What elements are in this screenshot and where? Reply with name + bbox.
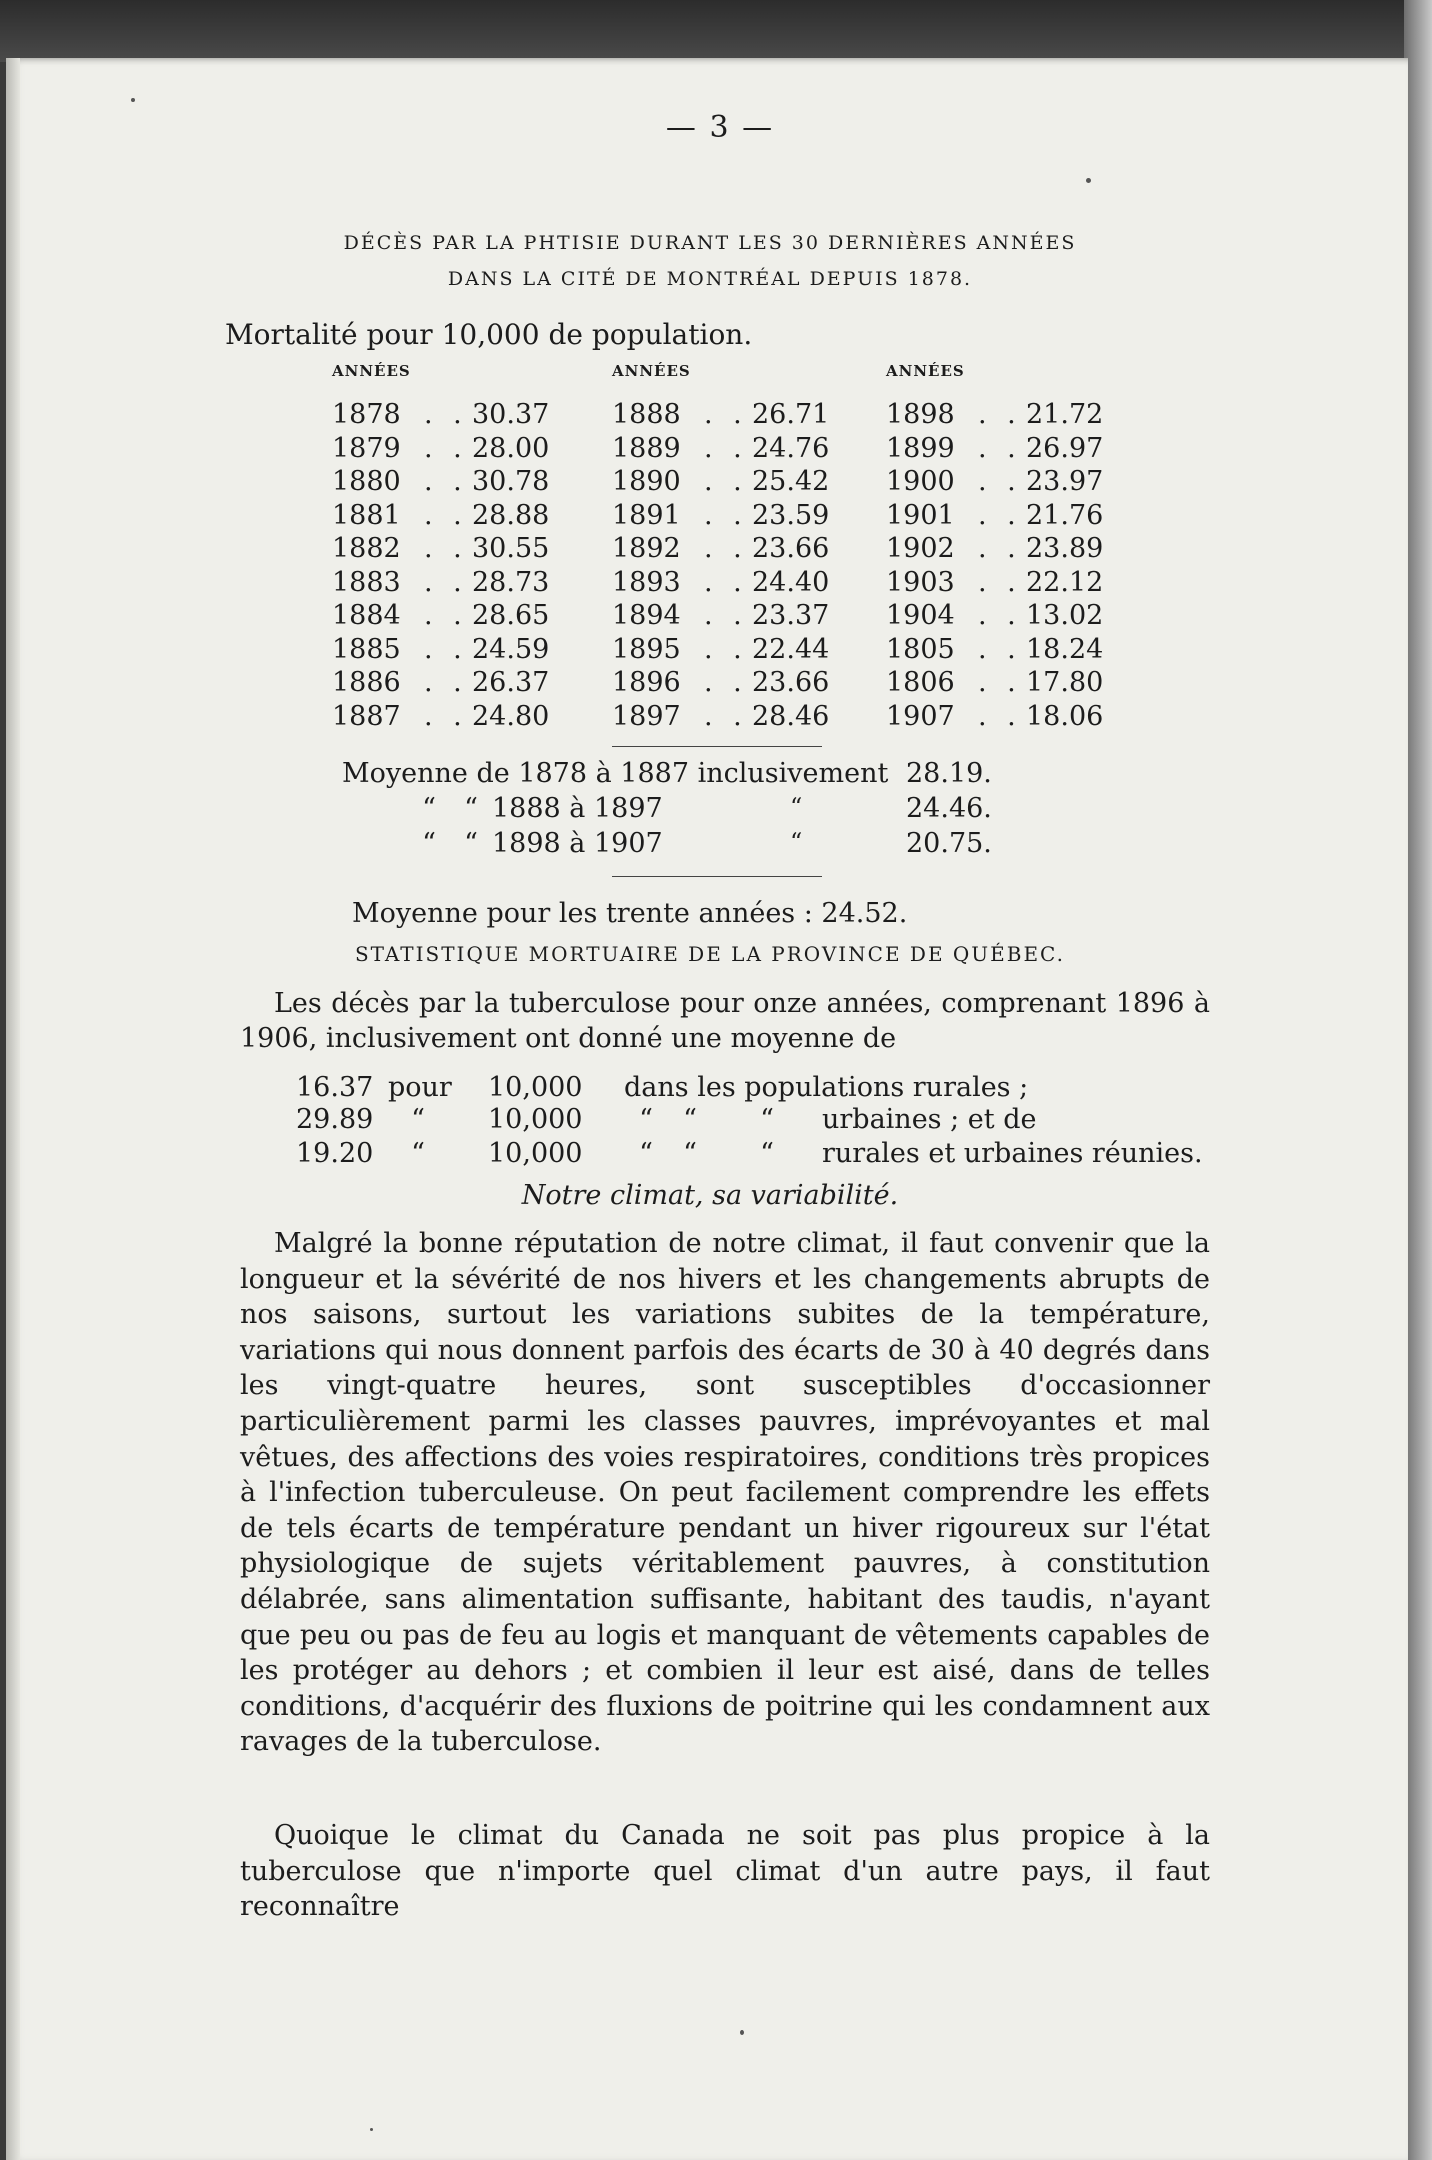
table-row: 1904 . . 13.02 xyxy=(886,600,1104,631)
table-row: 1894 . . 23.37 xyxy=(612,600,830,631)
year-column-3 xyxy=(886,362,1186,733)
table-row: 1901 . . 21.76 xyxy=(886,499,1104,531)
table-row: 1896 . . 23.66 xyxy=(612,667,830,698)
thirty-year-average: Moyenne pour les trente années : 24.52. xyxy=(352,898,908,929)
scanner-background-top xyxy=(0,0,1432,62)
average-line-1: Moyenne de 1878 à 1887 inclusivement xyxy=(342,758,889,789)
ditto-mark: “ xyxy=(790,828,803,856)
table-row: 1883 . . 28.73 xyxy=(332,566,550,598)
quebec-stat-row: 16.37 pour 10,000 dans les populations rurales ; xyxy=(296,1072,1029,1103)
table-row: 1907 . . 18.06 xyxy=(886,700,1104,732)
table-row: 1806 . . 17.80 xyxy=(886,667,1104,698)
table-row: 1888 . . 26.71 xyxy=(612,399,830,430)
paper-speck xyxy=(370,2128,373,2131)
table-row: 1886 . . 26.37 xyxy=(332,667,550,698)
table-title-line-2: DANS LA CITÉ DE MONTRÉAL DEPUIS 1878. xyxy=(447,268,973,290)
paper-speck xyxy=(1086,178,1091,183)
paper-speck xyxy=(740,2030,744,2035)
section-title: STATISTIQUE MORTUAIRE DE LA PROVINCE DE QUÉBEC. xyxy=(354,942,1066,966)
table-row: 1881 . . 28.88 xyxy=(332,499,550,531)
average-value-3: 20.75. xyxy=(906,828,992,859)
table-row: 1878 . . 30.37 xyxy=(332,399,550,430)
year-column-2 xyxy=(612,362,912,733)
table-subtitle: Mortalité pour 10,000 de population. xyxy=(225,318,753,351)
year-column-1 xyxy=(332,362,632,733)
canada-paragraph: Quoique le climat du Canada ne soit pas plus propice à la tuberculose que n'importe quel climat d'un autre pays, il faut reconnaître xyxy=(240,1820,1210,1923)
column-header: ANNÉES xyxy=(886,362,965,380)
table-row: 1890 . . 25.42 xyxy=(612,466,830,497)
table-row: 1902 . . 23.89 xyxy=(886,533,1104,564)
table-row: 1893 . . 24.40 xyxy=(612,566,830,598)
table-row: 1892 . . 23.66 xyxy=(612,533,830,564)
quebec-intro-paragraph: Les décès par la tuberculose pour onze années, comprenant 1896 à 1906, inclusivement ont donné une moyenne de xyxy=(240,988,1210,1054)
average-value-2: 24.46. xyxy=(906,793,992,824)
column-header: ANNÉES xyxy=(332,362,411,380)
table-row: 1895 . . 22.44 xyxy=(612,633,830,665)
table-row: 1897 . . 28.46 xyxy=(612,700,830,732)
table-row: 1880 . . 30.78 xyxy=(332,466,550,497)
average-line-2: “ “ 1888 à 1897 xyxy=(422,793,663,824)
table-row: 1900 . . 23.97 xyxy=(886,466,1104,497)
table-row: 1884 . . 28.65 xyxy=(332,600,550,631)
table-row: 1882 . . 30.55 xyxy=(332,533,550,564)
table-row: 1889 . . 24.76 xyxy=(612,432,830,464)
paper-speck xyxy=(131,98,135,102)
binding-edge xyxy=(6,58,20,2160)
table-row: 1885 . . 24.59 xyxy=(332,633,550,665)
climate-heading: Notre climat, sa variabilité. xyxy=(521,1180,899,1211)
divider-rule xyxy=(612,746,822,747)
table-row: 1887 . . 24.80 xyxy=(332,700,550,732)
ditto-mark: “ xyxy=(790,793,803,821)
scanner-background-right xyxy=(1404,0,1432,2160)
table-row: 1805 . . 18.24 xyxy=(886,633,1104,665)
table-row: 1879 . . 28.00 xyxy=(332,432,550,464)
average-line-3: “ “ 1898 à 1907 xyxy=(422,828,663,859)
table-row: 1899 . . 26.97 xyxy=(886,432,1104,464)
average-value-1: 28.19. xyxy=(906,758,992,789)
climate-paragraph: Malgré la bonne réputation de notre climat, il faut convenir que la longueur et la sévérité de nos hivers et les changements abrupts de nos saisons, surtout les variations subites de la température, variations qui nous donnent parfois des écarts de 30 à 40 degrés dans les vingt-quatre heures, sont susceptibles d'occasionner particulièrement parmi les classes pauvres, imprévoyantes et mal vêtues, des affections des voies respiratoires, conditions très propices à l'infection tuberculeuse. On peut facilement comprendre les effets de tels écarts de température pendant un hiver rigoureux sur l'état physiologique de sujets véritablement pauvres, à constitution délabrée, sans alimentation suffisante, habitant des taudis, n'ayant que peu ou pas de feu au logis et manquant de vêtements capables de les protéger au dehors ; et combien il leur est aisé, dans de telles conditions, d'acquérir des fluxions de poitrine qui les condamnent aux ravages de la tuberculose. xyxy=(240,1228,1210,1758)
page-number: — 3 — xyxy=(665,110,775,145)
divider-rule xyxy=(612,876,822,877)
table-row: 1891 . . 23.59 xyxy=(612,499,830,531)
table-row: 1903 . . 22.12 xyxy=(886,566,1104,598)
column-header: ANNÉES xyxy=(612,362,691,380)
table-row: 1898 . . 21.72 xyxy=(886,399,1104,430)
quebec-stat-row: 19.20 “ 10,000 “ “ “ rurales et urbaines réunies. xyxy=(296,1138,1203,1169)
quebec-stat-row: 29.89 “ 10,000 “ “ “ urbaines ; et de xyxy=(296,1104,1037,1135)
table-title-line-1: DÉCÈS PAR LA PHTISIE DURANT LES 30 DERNIÈRES ANNÉES xyxy=(343,232,1077,254)
